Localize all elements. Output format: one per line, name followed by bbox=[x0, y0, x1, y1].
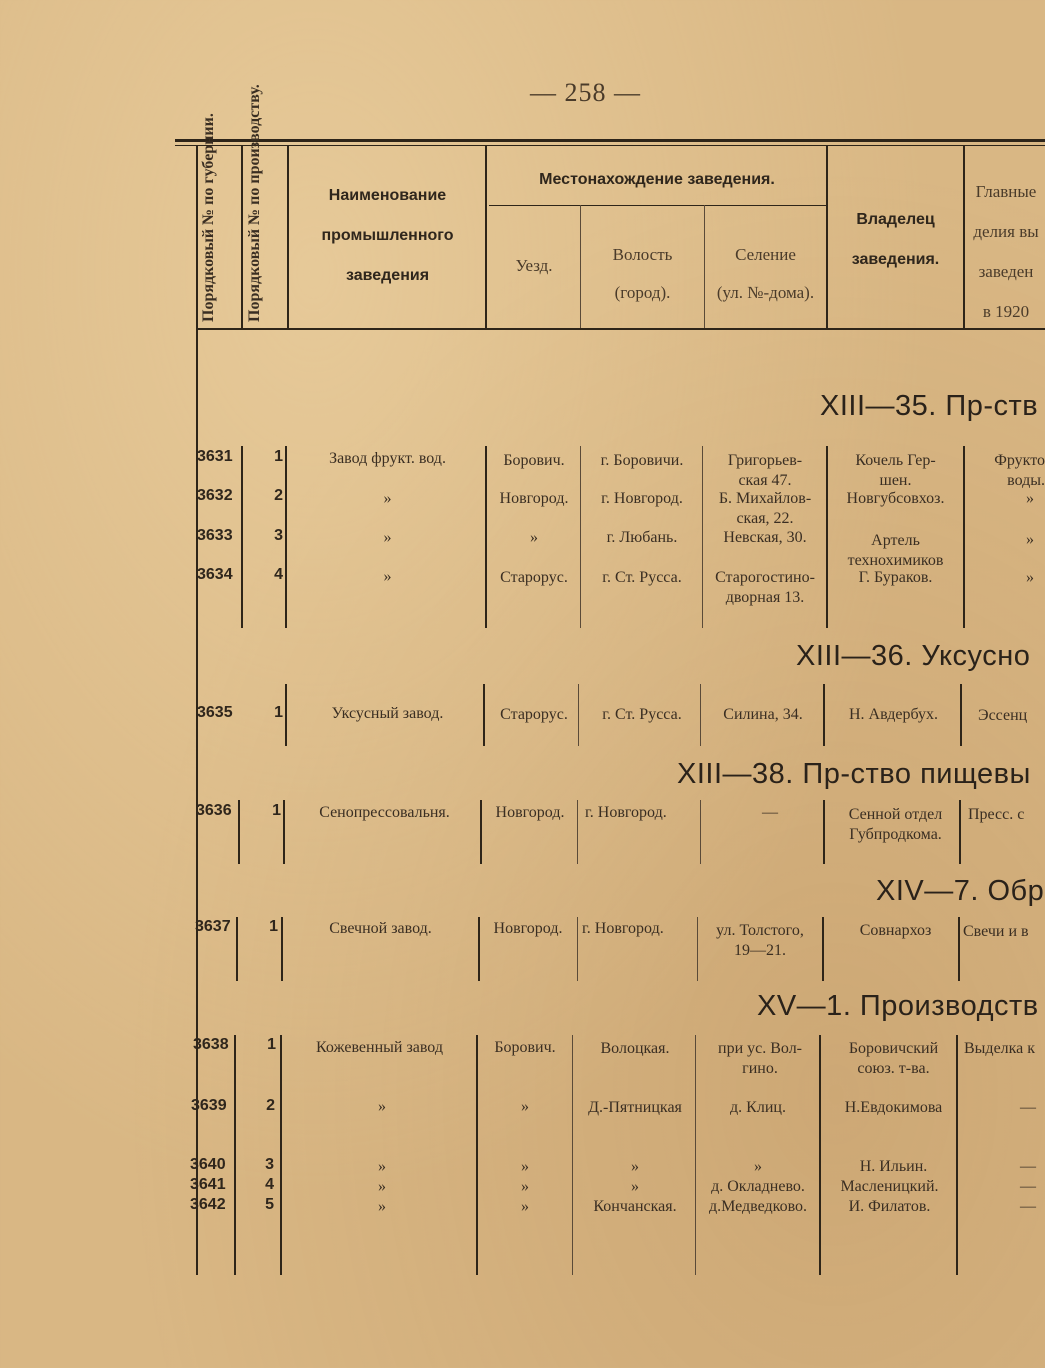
selenie-line: д. Окладнево. bbox=[711, 1178, 805, 1195]
column-rule bbox=[700, 800, 701, 864]
header-divider-1 bbox=[241, 145, 243, 328]
selenie bbox=[705, 489, 825, 529]
selenie-line: Силина, 34. bbox=[723, 706, 803, 723]
enterprise-name: » bbox=[378, 1198, 386, 1215]
products bbox=[966, 530, 1034, 550]
volost: Волоцкая. bbox=[600, 1040, 670, 1057]
table-top-rule-thin bbox=[175, 145, 1045, 146]
selenie bbox=[705, 568, 825, 608]
selenie-line: Невская, 30. bbox=[723, 529, 807, 546]
prod-number: 4 bbox=[265, 1176, 274, 1193]
selenie bbox=[705, 451, 825, 491]
owner-line: Совнархоз bbox=[859, 922, 932, 939]
prod-number: 1 bbox=[274, 448, 283, 465]
selenie bbox=[697, 1197, 819, 1217]
owner bbox=[828, 451, 963, 491]
uezd: Борович. bbox=[503, 452, 565, 469]
owner bbox=[826, 1157, 961, 1177]
products-line: Фрукто bbox=[994, 452, 1045, 469]
header-name-line: Наименование bbox=[328, 187, 447, 204]
owner-line: союз. т-ва. bbox=[857, 1060, 930, 1077]
products-line: Эссенц bbox=[978, 707, 1028, 724]
products-line: — bbox=[1020, 1178, 1036, 1195]
products bbox=[964, 1197, 1036, 1217]
owner bbox=[826, 1039, 961, 1079]
column-rule bbox=[285, 446, 287, 628]
products bbox=[966, 489, 1034, 509]
products bbox=[978, 706, 1045, 726]
gub-number: 3639 bbox=[191, 1097, 227, 1114]
gub-number: 3641 bbox=[190, 1176, 226, 1193]
owner-line: Н. Авдербух. bbox=[848, 706, 939, 723]
selenie-line: 19—21. bbox=[734, 942, 786, 959]
owner-line: Масленицкий. bbox=[840, 1178, 939, 1195]
owner bbox=[828, 531, 963, 571]
header-uezd: Уезд. bbox=[515, 256, 553, 275]
selenie-line: Б. Михайлов- bbox=[718, 490, 812, 507]
gub-number: 3642 bbox=[190, 1196, 226, 1213]
section-title: XIII—36. Уксусно bbox=[796, 640, 1031, 672]
header-volost-line: Волость bbox=[612, 245, 673, 264]
volost: г. Боровичи. bbox=[600, 452, 684, 469]
uezd: » bbox=[530, 529, 538, 546]
selenie-line: ул. Толстого, bbox=[716, 922, 804, 939]
column-rule bbox=[577, 800, 578, 864]
header-selenie-line: (ул. №-дома). bbox=[716, 283, 815, 302]
section-title: XIV—7. Обр bbox=[876, 875, 1045, 907]
header-owner bbox=[828, 200, 963, 280]
owner-line: Губпродкома. bbox=[849, 826, 942, 843]
gub-number: 3637 bbox=[195, 918, 231, 935]
owner-line: технохимиков bbox=[847, 552, 944, 569]
products-line: Пресс. с bbox=[968, 806, 1025, 823]
gub-number: 3635 bbox=[197, 704, 233, 721]
products-line: — bbox=[1020, 1099, 1036, 1116]
selenie-line: гино. bbox=[742, 1060, 778, 1077]
products-line: » bbox=[1026, 490, 1034, 507]
enterprise-name: » bbox=[383, 568, 392, 585]
header-products-line: Главные bbox=[975, 182, 1037, 201]
enterprise-name: » bbox=[383, 490, 392, 507]
products-line: » bbox=[1026, 531, 1034, 548]
gub-number: 3631 bbox=[197, 448, 233, 465]
enterprise-name: Уксусный завод. bbox=[331, 705, 444, 722]
owner-line: шен. bbox=[879, 472, 912, 489]
column-rule bbox=[822, 917, 824, 981]
selenie-line: дворная 13. bbox=[725, 589, 805, 606]
selenie bbox=[710, 803, 830, 823]
enterprise-name: » bbox=[383, 529, 392, 546]
products bbox=[966, 451, 1045, 491]
uezd: » bbox=[521, 1098, 529, 1115]
section-title: XIII—35. Пр-ств bbox=[820, 390, 1039, 422]
column-rule bbox=[572, 1035, 573, 1275]
table-top-rule bbox=[175, 139, 1045, 142]
prod-number: 1 bbox=[272, 802, 281, 819]
owner bbox=[822, 1177, 957, 1197]
header-bottom-rule bbox=[198, 328, 1045, 330]
selenie bbox=[697, 1177, 819, 1197]
header-col-prod-number: Порядковый № по производству. bbox=[246, 84, 263, 322]
uezd: Новгород. bbox=[493, 920, 563, 937]
column-rule bbox=[283, 800, 285, 864]
column-rule bbox=[478, 917, 480, 981]
uezd: » bbox=[521, 1158, 529, 1175]
owner-line: Новгубсовхоз. bbox=[846, 490, 945, 507]
volost: » bbox=[631, 1178, 639, 1195]
enterprise-name: Сенопрессовальня. bbox=[319, 804, 450, 821]
products bbox=[964, 1177, 1036, 1197]
header-volost-line: (город). bbox=[614, 283, 671, 302]
gub-number: 3640 bbox=[190, 1156, 226, 1173]
volost: г. Новгород. bbox=[585, 804, 667, 821]
selenie-line: Старогостино- bbox=[715, 569, 815, 586]
uezd: Новгород. bbox=[499, 490, 569, 507]
header-col-gub-number: Порядковый № по губернии. bbox=[200, 113, 217, 322]
volost: г. Любань. bbox=[606, 529, 678, 546]
products bbox=[968, 805, 1045, 825]
volost: г. Новгород. bbox=[601, 490, 683, 507]
owner-line: Сенной отдел bbox=[848, 806, 943, 823]
owner bbox=[826, 705, 961, 725]
column-rule bbox=[236, 917, 238, 981]
volost: г. Ст. Русса. bbox=[602, 569, 682, 586]
selenie-line: д.Медведково. bbox=[708, 1198, 808, 1215]
products bbox=[964, 1039, 1045, 1059]
volost: » bbox=[631, 1158, 639, 1175]
owner-line: Кочель Гер- bbox=[855, 452, 936, 469]
column-rule bbox=[238, 800, 240, 864]
uezd: Борович. bbox=[494, 1039, 556, 1056]
prod-number: 5 bbox=[265, 1196, 274, 1213]
enterprise-name: » bbox=[378, 1158, 386, 1175]
gub-number: 3634 bbox=[197, 566, 233, 583]
header-location: Местонахождение заведения. bbox=[539, 171, 775, 188]
enterprise-name: Свечной завод. bbox=[329, 920, 432, 937]
selenie-line: — bbox=[762, 804, 778, 821]
page-number: — 258 — bbox=[530, 78, 641, 107]
selenie-line: » bbox=[754, 1158, 762, 1175]
owner bbox=[822, 1197, 957, 1217]
prod-number: 4 bbox=[274, 566, 283, 583]
column-rule bbox=[476, 1035, 478, 1275]
gub-number: 3632 bbox=[197, 487, 233, 504]
uezd: Старорус. bbox=[500, 706, 568, 723]
owner-line: И. Филатов. bbox=[848, 1198, 931, 1215]
uezd: » bbox=[521, 1178, 529, 1195]
products-line: — bbox=[1020, 1158, 1036, 1175]
column-rule bbox=[577, 917, 578, 981]
section-title: XV—1. Производств bbox=[757, 990, 1039, 1022]
column-rule bbox=[485, 446, 487, 628]
column-rule bbox=[580, 446, 581, 628]
column-rule bbox=[241, 446, 243, 628]
prod-number: 3 bbox=[274, 527, 283, 544]
owner bbox=[828, 921, 963, 941]
location-subheader-rule bbox=[489, 205, 827, 206]
header-products-line: в 1920 bbox=[982, 302, 1030, 321]
volost: Кончанская. bbox=[593, 1198, 677, 1215]
owner bbox=[828, 805, 963, 845]
gub-number: 3638 bbox=[193, 1036, 229, 1053]
column-rule bbox=[280, 1035, 282, 1275]
header-products-line: делия вы bbox=[973, 222, 1039, 241]
uezd: Старорус. bbox=[500, 569, 568, 586]
prod-number: 2 bbox=[266, 1097, 275, 1114]
selenie bbox=[703, 705, 823, 725]
products bbox=[963, 922, 1045, 942]
column-rule bbox=[285, 684, 287, 746]
selenie-line: д. Клиц. bbox=[730, 1099, 786, 1116]
products-line: Свечи и в bbox=[963, 923, 1029, 940]
volost: г. Ст. Русса. bbox=[602, 706, 682, 723]
owner-line: Артель bbox=[871, 532, 920, 549]
header-products-line: заведен bbox=[978, 262, 1034, 281]
uezd: Новгород. bbox=[495, 804, 565, 821]
gub-number: 3636 bbox=[196, 802, 232, 819]
owner-line: Г. Бураков. bbox=[858, 569, 933, 586]
products-line: воды. bbox=[1007, 472, 1045, 489]
column-rule bbox=[695, 1035, 696, 1275]
prod-number: 1 bbox=[267, 1036, 276, 1053]
header-divider-7 bbox=[963, 145, 965, 328]
enterprise-name: » bbox=[378, 1178, 386, 1195]
products bbox=[964, 1098, 1036, 1118]
header-divider-2 bbox=[287, 145, 289, 328]
header-name-col bbox=[290, 176, 485, 296]
gub-number: 3633 bbox=[197, 527, 233, 544]
enterprise-name: Завод фрукт. вод. bbox=[329, 450, 446, 467]
selenie-line: Григорьев- bbox=[727, 452, 803, 469]
column-rule bbox=[963, 446, 965, 628]
prod-number: 1 bbox=[274, 704, 283, 721]
selenie bbox=[698, 1098, 818, 1118]
products-line: » bbox=[1026, 569, 1034, 586]
enterprise-name: Кожевенный завод bbox=[316, 1039, 443, 1056]
header-name-line: заведения bbox=[345, 267, 430, 284]
column-rule bbox=[823, 684, 825, 746]
owner-line: Боровичский bbox=[848, 1040, 939, 1057]
selenie bbox=[700, 1039, 820, 1079]
section-title: XIII—38. Пр-ство пищевы bbox=[677, 758, 1031, 790]
header-name-line: промышленного bbox=[321, 227, 454, 244]
products-line: Выделка к bbox=[964, 1040, 1036, 1057]
selenie-line: при ус. Вол- bbox=[718, 1040, 802, 1057]
header-volost bbox=[581, 236, 704, 312]
header-divider-3 bbox=[485, 145, 487, 328]
selenie bbox=[705, 528, 825, 548]
header-selenie-line: Селение bbox=[735, 245, 796, 264]
selenie-line: ская 47. bbox=[738, 472, 792, 489]
products-line: — bbox=[1020, 1198, 1036, 1215]
header-products bbox=[966, 172, 1045, 332]
header-owner-line: заведения. bbox=[851, 251, 940, 268]
owner-line: Н. Ильин. bbox=[859, 1158, 928, 1175]
owner bbox=[826, 1098, 961, 1118]
header-selenie bbox=[705, 236, 826, 312]
header-owner-line: Владелец bbox=[856, 211, 935, 228]
selenie bbox=[698, 1157, 818, 1177]
volost: Д.-Пятницкая bbox=[588, 1099, 682, 1116]
column-rule bbox=[702, 446, 703, 628]
prod-number: 1 bbox=[269, 918, 278, 935]
owner bbox=[828, 489, 963, 509]
selenie-line: ская, 22. bbox=[736, 510, 794, 527]
volost: г. Новгород. bbox=[582, 920, 664, 937]
products bbox=[966, 568, 1034, 588]
prod-number: 3 bbox=[265, 1156, 274, 1173]
column-rule bbox=[697, 917, 698, 981]
owner-line: Н.Евдокимова bbox=[844, 1099, 943, 1116]
owner bbox=[828, 568, 963, 588]
selenie bbox=[700, 921, 820, 961]
prod-number: 2 bbox=[274, 487, 283, 504]
enterprise-name: » bbox=[378, 1098, 386, 1115]
uezd: » bbox=[521, 1198, 529, 1215]
products bbox=[964, 1157, 1036, 1177]
